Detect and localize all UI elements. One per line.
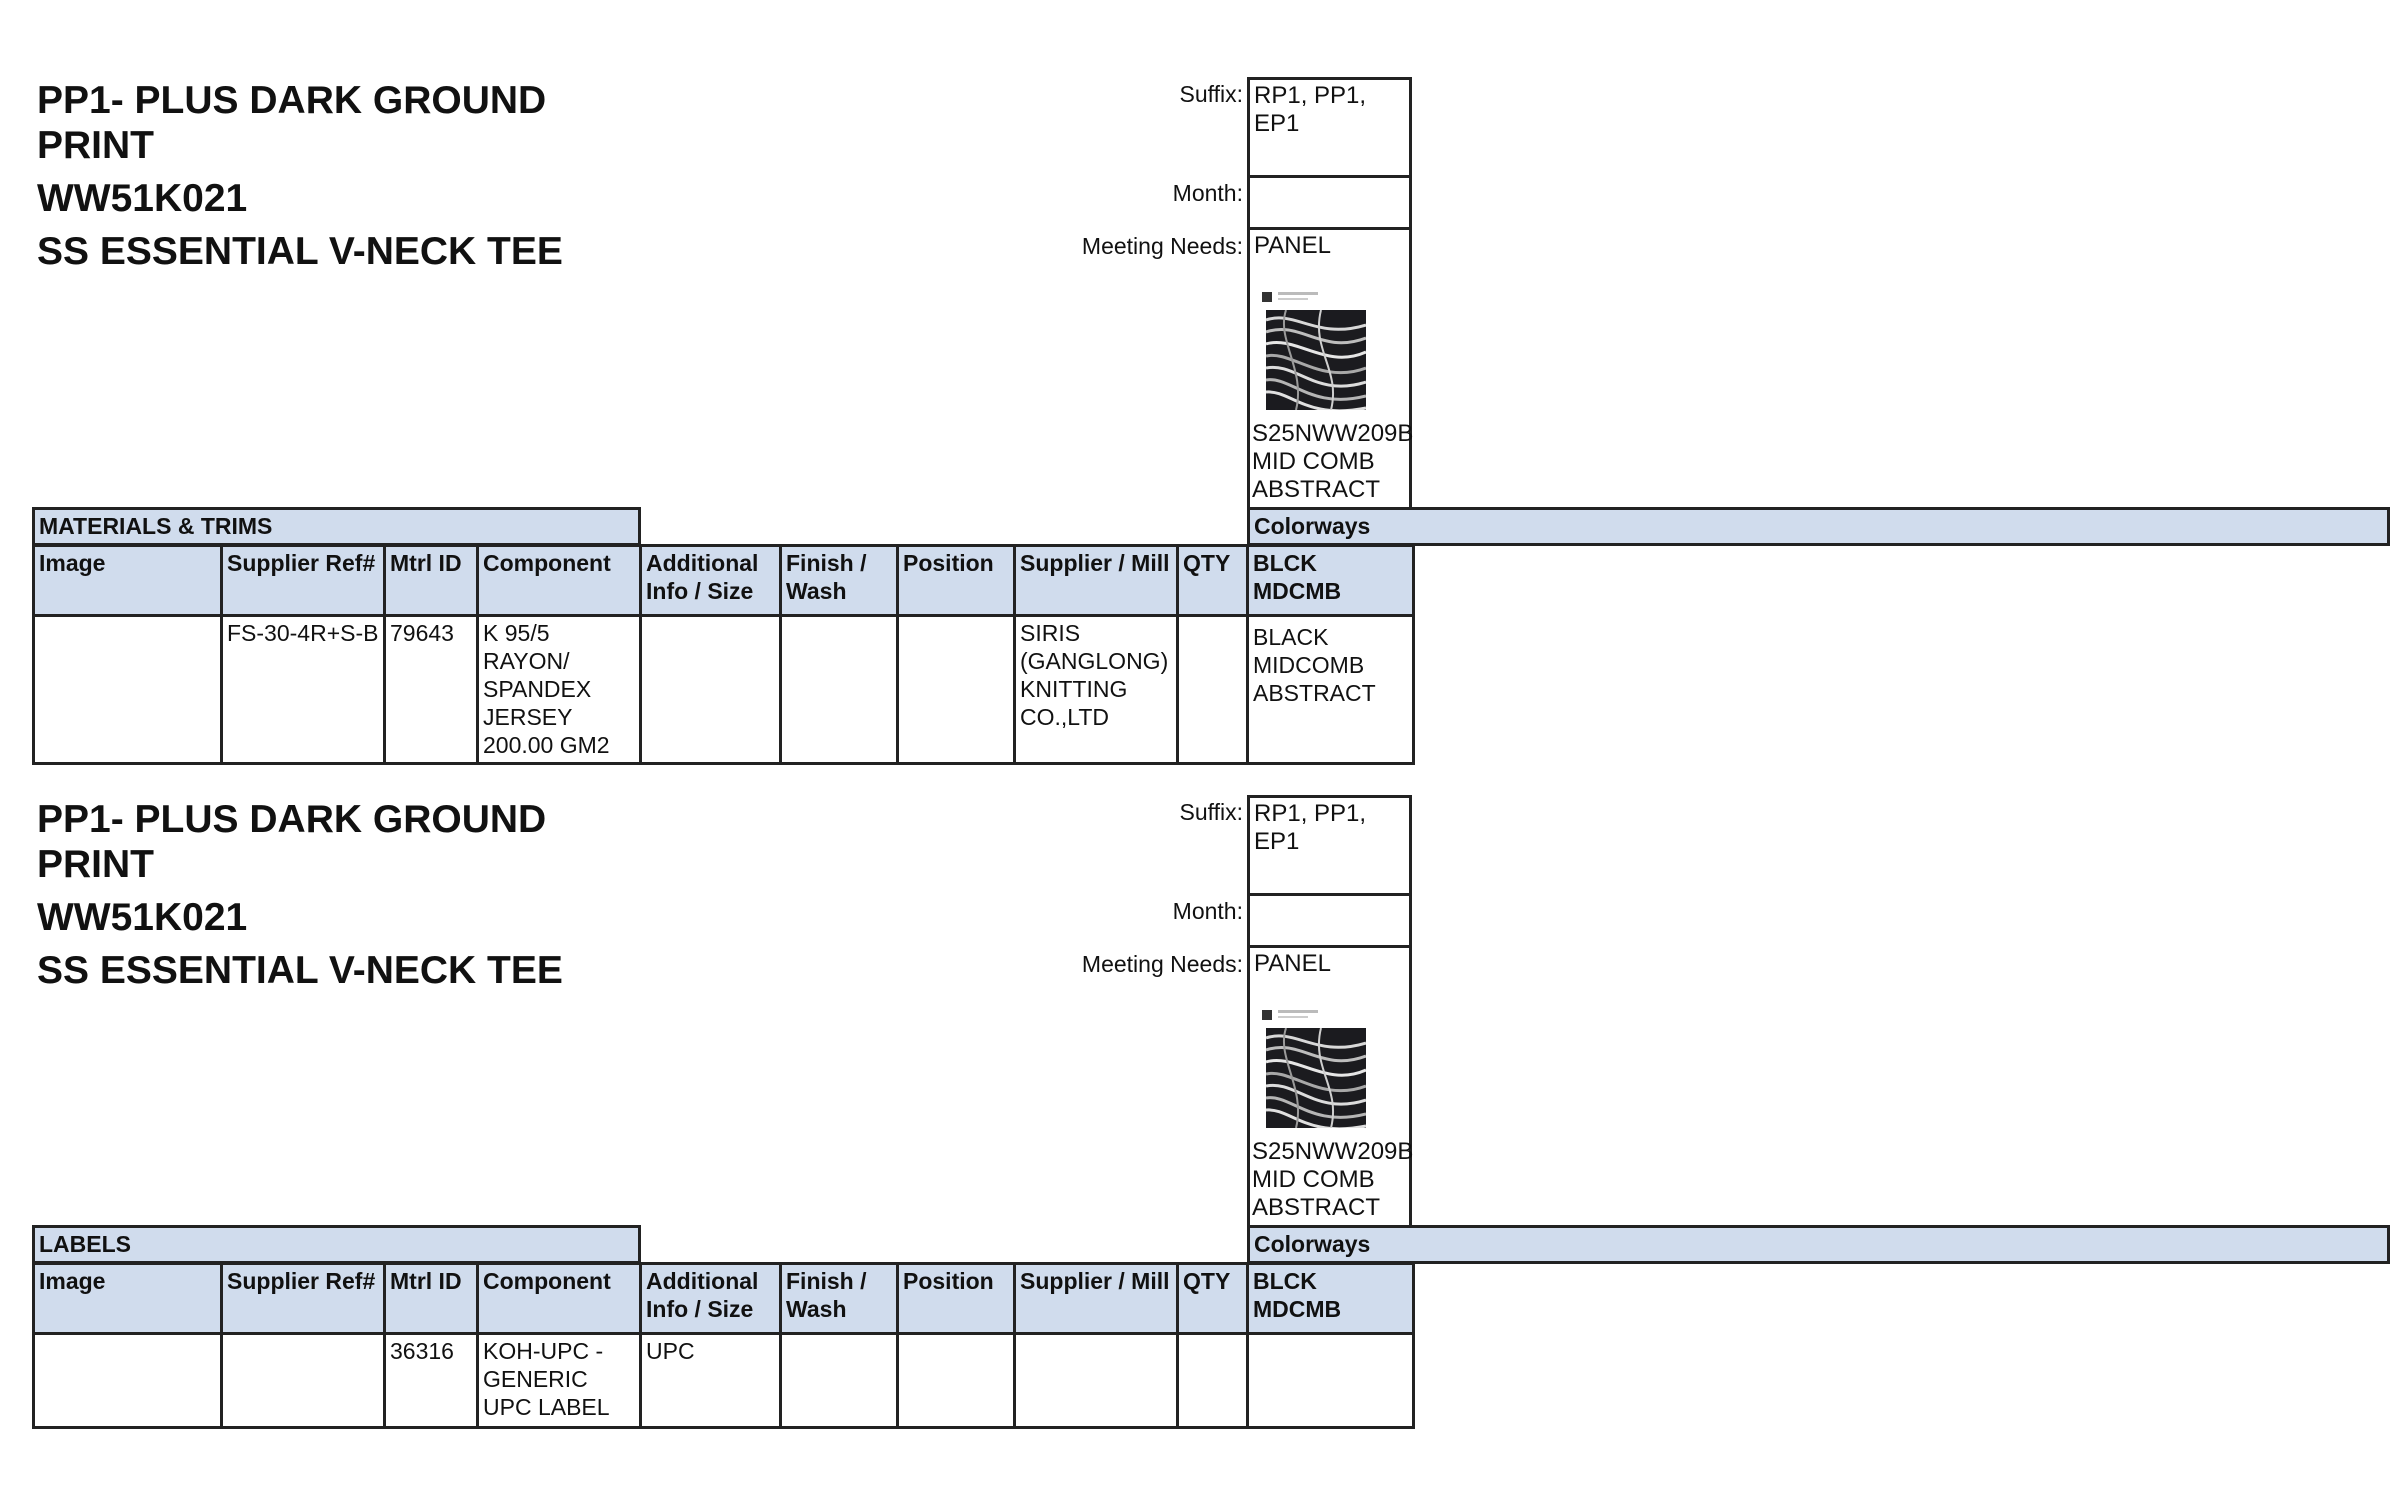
swatch-header-line (1278, 292, 1318, 295)
col-header-image: Image (34, 546, 222, 616)
table-header-row (34, 1264, 1414, 1334)
swatch-label: S25NWW209B MID COMB ABSTRACT (1252, 420, 1414, 503)
col-header-supplier-ref: Supplier Ref# (222, 1264, 385, 1334)
cell-qty (1178, 616, 1248, 764)
cell-mtrl-id: 36316 (385, 1334, 478, 1428)
page-title: PP1- PLUS DARK GROUND PRINT (37, 798, 547, 886)
col-header-colorway: BLCK MDCMB (1248, 1264, 1414, 1334)
print-swatch-image (1266, 310, 1366, 410)
col-header-finish-wash: Finish / Wash (781, 1264, 898, 1334)
swatch-header-line (1278, 298, 1308, 300)
cell-finish-wash (781, 1334, 898, 1428)
style-name: SS ESSENTIAL V-NECK TEE (37, 949, 563, 992)
col-header-mtrl-id: Mtrl ID (385, 546, 478, 616)
header-title-block (37, 797, 597, 993)
col-header-finish-wash: Finish / Wash (781, 546, 898, 616)
cell-supplier-mill (1015, 1334, 1178, 1428)
col-header-image: Image (34, 1264, 222, 1334)
col-header-mtrl-id: Mtrl ID (385, 1264, 478, 1334)
cell-image (34, 1334, 222, 1428)
print-swatch-image (1266, 1028, 1366, 1128)
cell-colorway: BLACK MIDCOMB ABSTRACT (1248, 616, 1414, 764)
colorway-swatch (1247, 280, 1412, 508)
table-row (34, 1334, 1414, 1428)
suffix-field: RP1, PP1, EP1 (1247, 795, 1412, 896)
swatch-header-icon (1262, 292, 1272, 302)
table-row (34, 616, 1414, 764)
col-header-supplier-mill: Supplier / Mill (1015, 1264, 1178, 1334)
meeting-needs-field: PANEL (1247, 227, 1412, 283)
col-header-position: Position (898, 546, 1015, 616)
cell-component: KOH-UPC - GENERIC UPC LABEL (478, 1334, 641, 1428)
col-header-additional-info: Additional Info / Size (641, 546, 781, 616)
suffix-label: Suffix: (1179, 799, 1243, 825)
cell-additional-info (641, 616, 781, 764)
month-label: Month: (1172, 898, 1243, 924)
cell-additional-info: UPC (641, 1334, 781, 1428)
colorway-swatch (1247, 998, 1412, 1226)
cell-position (898, 616, 1015, 764)
style-number: WW51K021 (37, 177, 248, 220)
suffix-field: RP1, PP1, EP1 (1247, 77, 1412, 178)
materials-table (32, 544, 1415, 765)
meeting-needs-label: Meeting Needs: (1081, 951, 1243, 977)
style-name: SS ESSENTIAL V-NECK TEE (37, 230, 563, 273)
col-header-position: Position (898, 1264, 1015, 1334)
colorways-heading: Colorways (1247, 1225, 2390, 1264)
cell-finish-wash (781, 616, 898, 764)
col-header-additional-info: Additional Info / Size (641, 1264, 781, 1334)
swatch-header-line (1278, 1010, 1318, 1013)
suffix-label: Suffix: (1179, 81, 1243, 107)
col-header-colorway: BLCK MDCMB (1248, 546, 1414, 616)
section-heading-labels: LABELS (32, 1225, 641, 1264)
cell-mtrl-id: 79643 (385, 616, 478, 764)
cell-supplier-ref (222, 1334, 385, 1428)
col-header-component: Component (478, 546, 641, 616)
section-heading-materials: MATERIALS & TRIMS (32, 507, 641, 546)
labels-table (32, 1262, 1415, 1429)
cell-colorway (1248, 1334, 1414, 1428)
month-field (1247, 175, 1412, 230)
col-header-qty: QTY (1178, 546, 1248, 616)
cell-image (34, 616, 222, 764)
cell-position (898, 1334, 1015, 1428)
meeting-needs-field: PANEL (1247, 945, 1412, 1001)
table-header-row (34, 546, 1414, 616)
colorways-heading: Colorways (1247, 507, 2390, 546)
page-title: PP1- PLUS DARK GROUND PRINT (37, 79, 547, 167)
swatch-header-icon (1262, 1010, 1272, 1020)
cell-supplier-ref: FS-30-4R+S-B (222, 616, 385, 764)
col-header-component: Component (478, 1264, 641, 1334)
col-header-supplier-ref: Supplier Ref# (222, 546, 385, 616)
col-header-qty: QTY (1178, 1264, 1248, 1334)
cell-component: K 95/5 RAYON/ SPANDEX JERSEY 200.00 GM2 (478, 616, 641, 764)
swatch-label: S25NWW209B MID COMB ABSTRACT (1252, 1138, 1414, 1221)
month-field (1247, 893, 1412, 948)
header-title-block (37, 78, 597, 274)
month-label: Month: (1172, 180, 1243, 206)
style-number: WW51K021 (37, 896, 248, 939)
col-header-supplier-mill: Supplier / Mill (1015, 546, 1178, 616)
swatch-header-line (1278, 1016, 1308, 1018)
meeting-needs-label: Meeting Needs: (1081, 233, 1243, 259)
cell-qty (1178, 1334, 1248, 1428)
cell-supplier-mill: SIRIS (GANGLONG) KNITTING CO.,LTD (1015, 616, 1178, 764)
